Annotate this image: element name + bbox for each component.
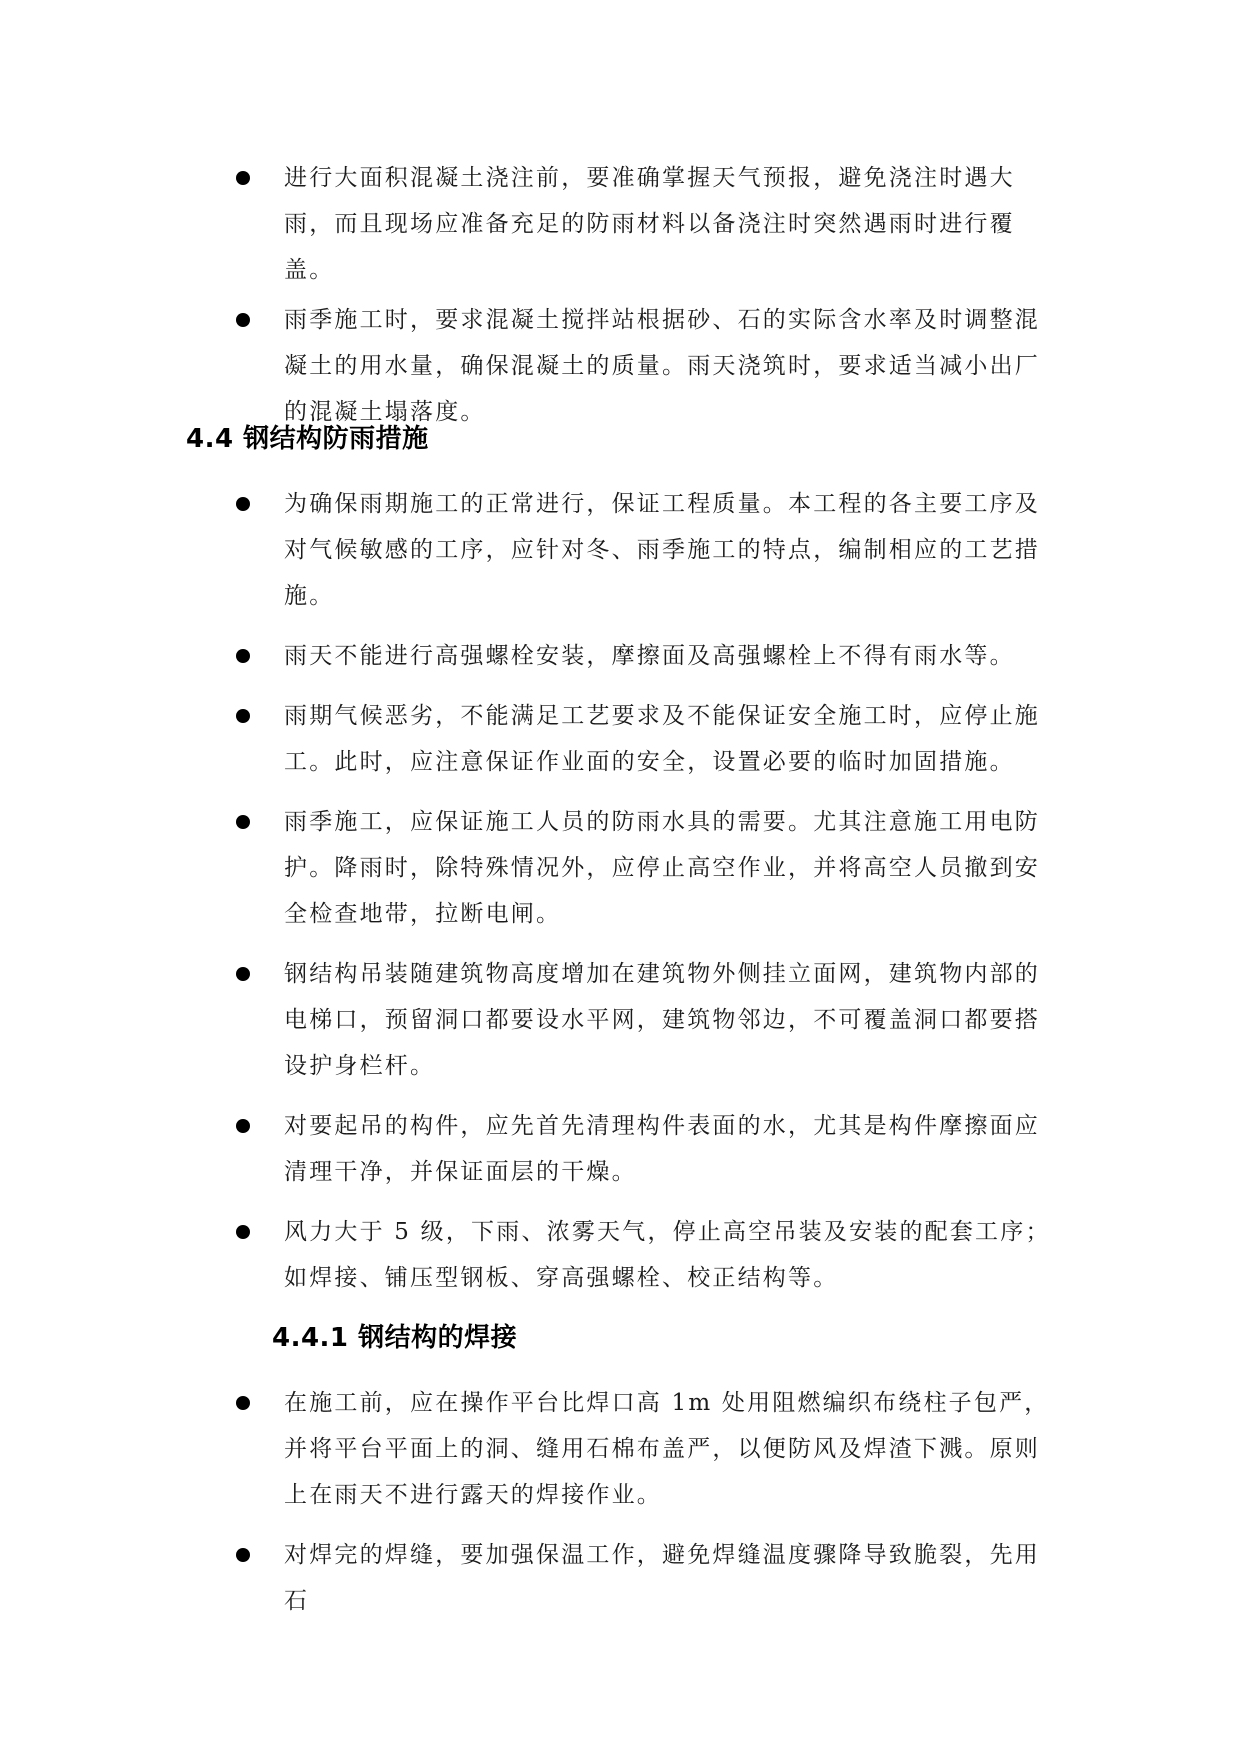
list-item xyxy=(236,633,1056,679)
section-heading-4-4-1: 4.4.1 钢结构的焊接 xyxy=(272,1323,518,1353)
list-item-text: 风力大于 5 级，下雨、浓雾天气，停止高空吊装及安装的配套工序；如焊接、铺压型钢板、穿高强螺栓、校正结构等。 xyxy=(284,1219,1051,1291)
list-item xyxy=(236,693,1056,785)
list-item xyxy=(236,155,1056,293)
bullet-icon xyxy=(236,967,250,981)
bullet-icon xyxy=(236,815,250,829)
list-item xyxy=(236,1103,1056,1195)
bullet-icon xyxy=(236,171,250,185)
list-item xyxy=(236,1532,1056,1624)
list-item-text: 钢结构吊装随建筑物高度增加在建筑物外侧挂立面网，建筑物内部的电梯口，预留洞口都要设水平网，建筑物邻边，不可覆盖洞口都要搭设护身栏杆。 xyxy=(284,961,1040,1079)
list-item-text: 对焊完的焊缝，要加强保温工作，避免焊缝温度骤降导致脆裂，先用石 xyxy=(284,1542,1040,1614)
bullet-icon xyxy=(236,1225,250,1239)
list-item xyxy=(236,481,1056,619)
concrete-rain-list xyxy=(236,155,1056,435)
steel-rain-list xyxy=(236,481,1056,1301)
list-item-text: 为确保雨期施工的正常进行，保证工程质量。本工程的各主要工序及对气候敏感的工序，应针对冬、雨季施工的特点，编制相应的工艺措施。 xyxy=(284,491,1040,609)
list-item xyxy=(236,951,1056,1089)
list-item-text: 雨天不能进行高强螺栓安装，摩擦面及高强螺栓上不得有雨水等。 xyxy=(284,643,1015,669)
bullet-icon xyxy=(236,1548,250,1562)
bullet-icon xyxy=(236,649,250,663)
welding-list xyxy=(236,1380,1056,1624)
bullet-icon xyxy=(236,497,250,511)
list-item xyxy=(236,1209,1056,1301)
list-item-text: 进行大面积混凝土浇注前，要准确掌握天气预报，避免浇注时遇大雨，而且现场应准备充足的防雨材料以备浇注时突然遇雨时进行覆盖。 xyxy=(284,165,1015,283)
bullet-icon xyxy=(236,1119,250,1133)
bullet-icon xyxy=(236,709,250,723)
list-item xyxy=(236,799,1056,937)
list-item xyxy=(236,297,1056,435)
list-item-text: 在施工前，应在操作平台比焊口高 1m 处用阻燃编织布绕柱子包严，并将平台平面上的洞、缝用石棉布盖严，以便防风及焊渣下溅。原则上在雨天不进行露天的焊接作业。 xyxy=(284,1390,1050,1508)
bullet-icon xyxy=(236,313,250,327)
section-heading-4-4: 4.4 钢结构防雨措施 xyxy=(186,424,429,454)
bullet-icon xyxy=(236,1396,250,1410)
list-item-text: 雨期气候恶劣，不能满足工艺要求及不能保证安全施工时，应停止施工。此时，应注意保证作业面的安全，设置必要的临时加固措施。 xyxy=(284,703,1040,775)
list-item-text: 雨季施工时，要求混凝土搅拌站根据砂、石的实际含水率及时调整混凝土的用水量，确保混凝土的质量。雨天浇筑时，要求适当减小出厂的混凝土塌落度。 xyxy=(284,307,1040,425)
list-item xyxy=(236,1380,1056,1518)
list-item-text: 雨季施工，应保证施工人员的防雨水具的需要。尤其注意施工用电防护。降雨时，除特殊情况外，应停止高空作业，并将高空人员撤到安全检查地带，拉断电闸。 xyxy=(284,809,1040,927)
list-item-text: 对要起吊的构件，应先首先清理构件表面的水，尤其是构件摩擦面应清理干净，并保证面层的干燥。 xyxy=(284,1113,1040,1185)
